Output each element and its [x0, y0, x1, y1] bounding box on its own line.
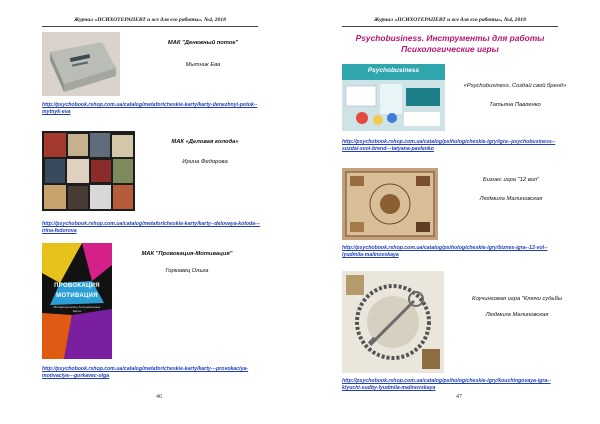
item-link[interactable] [42, 102, 282, 116]
item-author: Людмила Малиновская [485, 312, 549, 318]
business-deck-image [42, 131, 135, 211]
board-photo [342, 168, 438, 240]
card-collage [42, 131, 135, 211]
link-line[interactable]: http://psychobook.rshop.com.ua/catalog/psihologicheskie-igry/igra--psychobusiness-- [342, 139, 556, 145]
link-line[interactable]: sozdai-svoi-brend---tatyana-pavlenko [342, 146, 434, 152]
item-link[interactable] [342, 245, 582, 259]
keys-of-fate-image [342, 271, 444, 373]
journal-header: Журнал «ПСИХОТЕРАПЕВТ и все для его работы», №4, 2018 [374, 17, 526, 23]
item-title: МАК "Провокация-Мотивация" [141, 251, 233, 257]
item-author: Горкавец Ольга [165, 268, 209, 274]
link-line[interactable]: motivaciya---gorkavec-olga [42, 373, 110, 379]
link-line[interactable]: lyudmila-malinovskaya [342, 252, 399, 258]
item-author: Татьяна Павленко [489, 102, 541, 108]
link-line[interactable]: klyuchi-sudby-lyudmila-malinovskaya [342, 385, 436, 391]
item-title: Коучинговая игра "Ключи судьбы [472, 296, 562, 302]
link-line[interactable]: http://psychobook.rshop.com.ua/catalog/metaforicheskie-karty/karty-denezhnyi-potok-- [42, 102, 258, 108]
cover-art [42, 243, 112, 359]
twelve-vol-game-image [342, 168, 438, 240]
item-author: Ирина Федорова [182, 159, 228, 165]
link-line[interactable]: irina-fedorova [42, 228, 77, 234]
link-line[interactable]: http://psychobook.rshop.com.ua/catalog/metaforicheskie-karty/karty--delovaya-koloda--- [42, 221, 261, 227]
link-line[interactable]: http://psychobook.rshop.com.ua/catalog/metaforicheskie-karty/karty---provokaciya- [42, 366, 249, 372]
item-link[interactable] [42, 366, 282, 380]
section-title [340, 33, 560, 55]
item-title: МАК «Деловая колода» [171, 139, 239, 145]
right-page [300, 0, 600, 424]
provocation-motivation-cover [42, 243, 112, 359]
box-logo-text: Psychobusiness [367, 67, 420, 74]
psychobusiness-box-image [342, 64, 445, 131]
section-title-line: Psychobusiness. Инструменты для работы [355, 33, 545, 43]
page-number: 47 [456, 394, 462, 400]
box-photo [42, 32, 120, 96]
item-author: Мытник Ева [185, 62, 221, 68]
link-line[interactable]: http://psychobook.rshop.com.ua/catalog/psihologicheskie-igry/kouchingovaya-igra-- [342, 378, 551, 384]
item-title: Бизнес игра "12 вол" [482, 177, 540, 183]
journal-header: Журнал «ПСИХОТЕРАПЕВТ и все для его работы», №4, 2018 [74, 17, 226, 23]
item-link[interactable] [42, 221, 282, 235]
item-title: «Psychobusiness. Создай свой бренд» [463, 83, 567, 89]
item-link[interactable] [342, 139, 582, 153]
section-title-line: Психологические игры [401, 44, 499, 54]
header-divider [42, 26, 258, 27]
item-title: МАК "Денежный поток" [167, 40, 239, 46]
item-author: Людмила Малиновская [479, 196, 543, 202]
link-line[interactable]: http://psychobook.rshop.com.ua/catalog/psihologicheskie-igry/biznes-igra--12-vol-- [342, 245, 548, 251]
link-line[interactable]: mytnyk-eva [42, 109, 71, 115]
page-number: 46 [156, 394, 162, 400]
header-divider [342, 26, 558, 27]
game-board-photo [342, 271, 444, 373]
item-link[interactable] [342, 378, 582, 392]
cover-subtitle: Метафорические Ассоциативные Карты [53, 305, 101, 313]
cover-title-2: МОТИВАЦИЯ [56, 293, 98, 299]
cover-title-1: ПРОВОКАЦИЯ [54, 283, 100, 289]
money-flow-box-image [42, 32, 120, 96]
box-photo [342, 64, 445, 131]
